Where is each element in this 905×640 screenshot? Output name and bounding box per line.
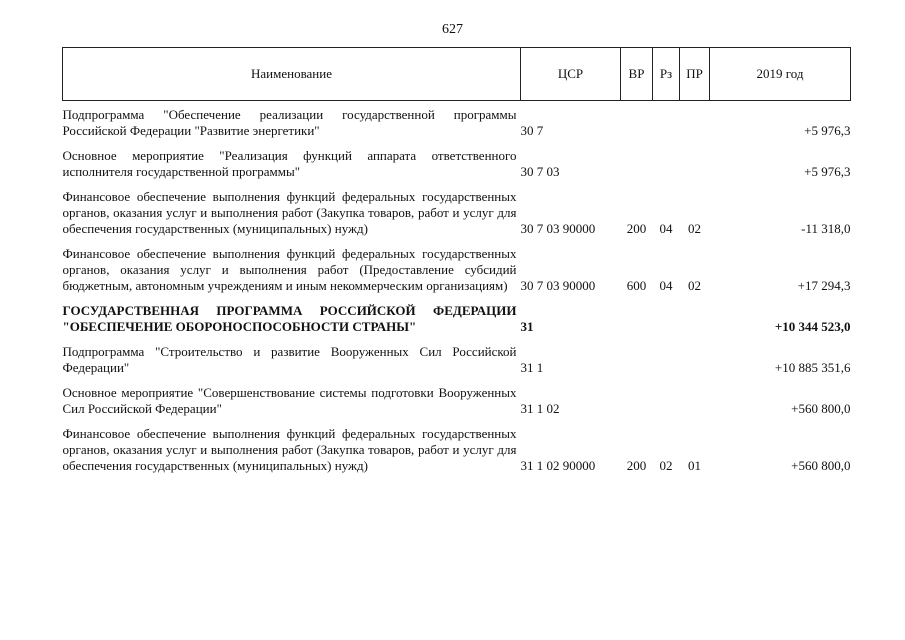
row-csr: 31 1 02 xyxy=(520,401,560,416)
row-vr: 600 xyxy=(626,278,647,293)
table-header xyxy=(63,48,851,101)
row-pr xyxy=(680,376,710,417)
row-name: Финансовое обеспечение выполнения функций федеральных государственных органов, оказания услуг и выполнения работ (Закупка товаров, работ и услуг для обеспечения государственных (муниципальных) нужд) xyxy=(62,426,517,473)
header-name: Наименование xyxy=(63,48,521,101)
row-vr xyxy=(621,139,653,180)
table-row xyxy=(63,335,851,376)
row-name: Основное мероприятие "Совершенствование системы подготовки Вооруженных Сил Российской Федерации" xyxy=(62,385,517,416)
header-rz: Рз xyxy=(653,48,680,101)
row-rz: 04 xyxy=(659,278,673,293)
row-name: Финансовое обеспечение выполнения функций федеральных государственных органов, оказания услуг и выполнения работ (Закупка товаров, работ и услуг для обеспечения государственных (муниципальных) нужд) xyxy=(62,189,517,236)
row-amount: +560 800,0 xyxy=(791,401,851,416)
row-pr xyxy=(680,139,710,180)
row-amount: +5 976,3 xyxy=(804,123,851,138)
table-row xyxy=(63,417,851,474)
row-pr: 02 xyxy=(688,278,701,293)
row-vr: 200 xyxy=(626,221,647,236)
row-name: Подпрограмма "Строительство и развитие Вооруженных Сил Российской Федерации" xyxy=(62,344,517,375)
row-pr: 01 xyxy=(688,458,701,473)
table-row xyxy=(63,180,851,237)
row-csr: 30 7 xyxy=(520,123,544,138)
table-row xyxy=(63,294,851,335)
row-rz xyxy=(653,101,680,140)
header-pr: ПР xyxy=(680,48,710,101)
row-name: ГОСУДАРСТВЕННАЯ ПРОГРАММА РОССИЙСКОЙ ФЕДЕРАЦИИ "ОБЕСПЕЧЕНИЕ ОБОРОНОСПОСОБНОСТИ СТРАНЫ" xyxy=(62,303,517,334)
row-csr: 31 xyxy=(520,319,534,334)
row-amount: -11 318,0 xyxy=(801,221,851,236)
page-number: 627 xyxy=(442,22,463,37)
row-pr xyxy=(680,335,710,376)
row-csr: 30 7 03 xyxy=(520,164,560,179)
row-csr: 30 7 03 90000 xyxy=(520,221,596,236)
row-vr xyxy=(621,376,653,417)
row-amount: +17 294,3 xyxy=(797,278,851,293)
row-rz: 02 xyxy=(659,458,673,473)
row-amount: +560 800,0 xyxy=(791,458,851,473)
row-vr xyxy=(621,335,653,376)
row-vr: 200 xyxy=(626,458,647,473)
row-rz xyxy=(653,376,680,417)
row-pr xyxy=(680,101,710,140)
row-rz xyxy=(653,294,680,335)
row-rz xyxy=(653,335,680,376)
header-year: 2019 год xyxy=(710,48,851,101)
table-row xyxy=(63,376,851,417)
row-pr: 02 xyxy=(688,221,701,236)
row-vr xyxy=(621,294,653,335)
row-rz xyxy=(653,139,680,180)
row-amount: +5 976,3 xyxy=(804,164,851,179)
header-vr: ВР xyxy=(621,48,653,101)
table-row xyxy=(63,101,851,140)
budget-table xyxy=(62,47,851,474)
table-row xyxy=(63,237,851,294)
row-name: Финансовое обеспечение выполнения функций федеральных государственных органов, оказания услуг и выполнения работ (Предоставление субсидий бюджетным, автономным учреждениям и иным некоммерческим организациям) xyxy=(62,246,517,293)
row-amount: +10 885 351,6 xyxy=(774,360,851,375)
row-rz: 04 xyxy=(659,221,673,236)
row-pr xyxy=(680,294,710,335)
table-row xyxy=(63,139,851,180)
row-vr xyxy=(621,101,653,140)
header-csr: ЦСР xyxy=(521,48,621,101)
row-name: Основное мероприятие "Реализация функций аппарата ответственного исполнителя государственной программы" xyxy=(62,148,517,179)
row-name: Подпрограмма "Обеспечение реализации государственной программы Российской Федерации "Развитие энергетики" xyxy=(62,107,517,138)
row-csr: 30 7 03 90000 xyxy=(520,278,596,293)
row-csr: 31 1 xyxy=(520,360,544,375)
row-csr: 31 1 02 90000 xyxy=(520,458,596,473)
row-amount: +10 344 523,0 xyxy=(774,319,851,334)
table-body xyxy=(63,101,851,475)
